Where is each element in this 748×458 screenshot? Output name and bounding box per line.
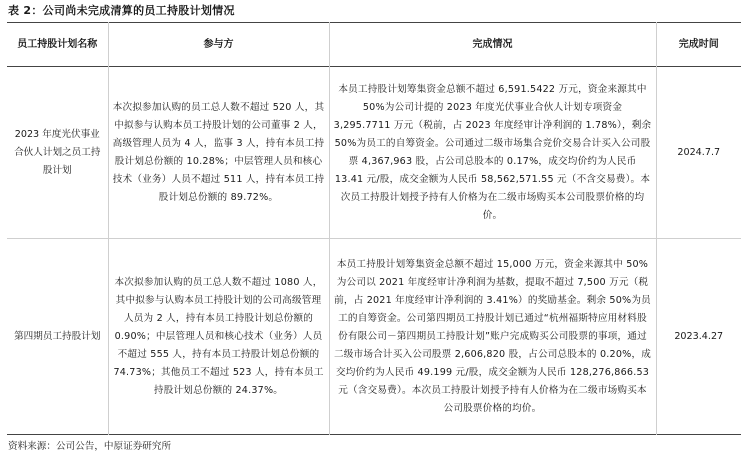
header-participants: 参与方: [108, 23, 329, 67]
header-completion-time: 完成时间: [678, 38, 719, 50]
table-header-row: [7, 23, 741, 67]
table-caption: 表 2：公司尚未完成清算的员工持股计划情况: [8, 4, 235, 17]
participants-cell: 本次拟参加认购的员工总人数不超过 520 人，其中拟参与认购本员工持股计划的公司董事 2 人，高级管理人员为 4 人，监事 3 人，持有本员工持股计划总份额的 10.28%；中层管理人员和核心技术（业务）人员不超过 511 人，持有本员工持股计划总份额的 89.72%。: [108, 67, 329, 239]
completion-cell: 本员工持股计划筹集资金总额不超过 15,000 万元，资金来源其中 50%为公司以 2021 年度经审计净利润为基数，提取不超过 7,500 万元（税前，占 2021 年度经审计净利润的 3.41%）的奖励基金。剩余 50%为员工的自筹资金。公司第四期员工持股计划已通过“杭州福斯特应用材料股份有限公司－第四期员工持股计划”账户完成购买公司股票的事项，通过二级市场合计买入公司股票 2,606,820 股，占公司总股本的 0.20%，成交均价约为人民币 49.199 元/股，成交金额为人民币 128,276,866.53 元（含交易费）。本次员工持股计划授予持有人价格为在二级市场购买本公司股票价格的均价。: [329, 239, 656, 435]
plan-name-cell: 2023 年度光伏事业合伙人计划之员工持股计划: [7, 67, 108, 239]
participants-cell: 本次拟参加认购的员工总人数不超过 1080 人，其中拟参与认购本员工持股计划的公司高级管理人员为 2 人，持有本员工持股计划总份额的 0.90%；中层管理人员和核心技术（业务）人员不超过 555 人，持有本员工持股计划总份额的 74.73%；其他员工不超过 523 人，持有本员工持股计划总份额的 24.37%。: [108, 239, 329, 435]
header-completion: 完成情况: [329, 23, 656, 67]
header-plan-name: 员工持股计划名称: [7, 23, 108, 67]
plan-name-cell: 第四期员工持股计划: [7, 239, 108, 435]
completion-cell: 本员工持股计划筹集资金总额不超过 6,591.5422 万元，资金来源其中 50%为公司计提的 2023 年度光伏事业合伙人计划专项资金 3,295.7711 万元（税前，占 2023 年度经审计净利润的 1.78%），剩余 50%为员工的自筹资金。公司通过二级市场集合竞价交易合计买入公司股票 4,367,963 股，占公司总股本的 0.17%，成交均价约为人民币 13.41 元/股，成交金额为人民币 58,562,571.55 元（不含交易费）。本次员工持股计划授予持有人价格为在二级市场购买本公司股票价格的均价。: [329, 67, 656, 239]
completion-time-cell: 2023.4.27: [674, 330, 724, 342]
source-note: 资料来源：公司公告，中原证券研究所: [8, 441, 172, 452]
table-row: [7, 67, 741, 239]
table-row: [7, 239, 741, 435]
completion-time-cell: 2024.7.7: [677, 146, 721, 158]
esop-table: [7, 22, 741, 435]
